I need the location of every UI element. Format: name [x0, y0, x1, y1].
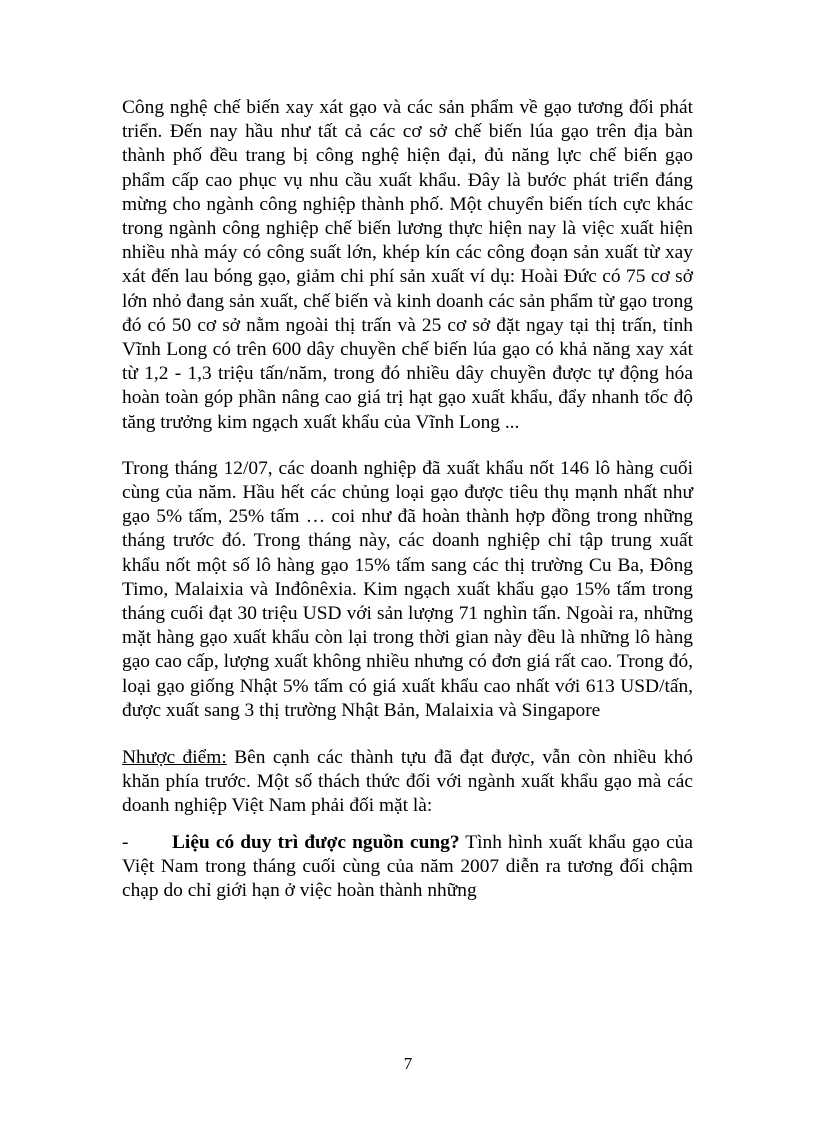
supply-question-text: Tình hình xuất khẩu gạo của Việt Nam trong tháng cuối cùng của năm 2007 diễn ra tương đối chậm chạp do chỉ giới hạn ở việc hoàn thành những [122, 831, 693, 902]
page-content [122, 96, 693, 903]
paragraph-processing-technology: Công nghệ chế biến xay xát gạo và các sản phẩm về gạo tương đối phát triển. Đến nay hầu như tất cả các cơ sở chế biến lúa gạo trên địa bàn thành phố đều trang bị công nghệ hiện đại, đủ năng lực chế biến gạo phẩm cấp cao phục vụ nhu cầu xuất khẩu. Đây là bước phát triển đáng mừng cho ngành công nghiệp thành phố. Một chuyển biến tích cực khác trong ngành công nghiệp chế biến lương thực hiện nay là việc xuất hiện nhiều nhà máy có công suất lớn, khép kín các công đoạn sản xuất từ xay xát đến lau bóng gạo, giảm chi phí sản xuất ví dụ: Hoài Đức có 75 cơ sở lớn nhỏ đang sản xuất, chế biến và kinh doanh các sản phẩm từ gạo trong đó có 50 cơ sở nằm ngoài thị trấn và 25 cơ sở đặt ngay tại thị trấn, tỉnh Vĩnh Long có trên 600 dây chuyền chế biến lúa gạo có khả năng xay xát từ 1,2 - 1,3 triệu tấn/năm, trong đó nhiều dây chuyền được tự động hóa hoàn toàn góp phần nâng cao giá trị hạt gạo xuất khẩu, đẩy nhanh tốc độ tăng trưởng kim ngạch xuất khẩu của Vĩnh Long ... [122, 97, 693, 433]
weaknesses-heading: Nhược điểm: [122, 747, 227, 769]
paragraph-weaknesses [122, 746, 693, 819]
paragraph-december-exports: Trong tháng 12/07, các doanh nghiệp đã xuất khẩu nốt 146 lô hàng cuối cùng của năm. Hầu hết các chủng loại gạo được tiêu thụ mạnh nhất như gạo 5% tấm, 25% tấm … coi như đã hoàn thành hợp đồng trong những tháng trước đó. Trong tháng này, các doanh nghiệp chỉ tập trung xuất khẩu nốt một số lô hàng gạo 15% tấm sang các thị trường Cu Ba, Đông Timo, Malaixia và Inđônêxia. Kim ngạch xuất khẩu gạo 15% tấm trong tháng cuối đạt 30 triệu USD với sản lượng 71 nghìn tấn. Ngoài ra, những mặt hàng gạo xuất khẩu còn lại trong thời gian này đều là những lô hàng gạo cao cấp, lượng xuất không nhiều nhưng có đơn giá rất cao. Trong đó, loại gạo giống Nhật 5% tấm có giá xuất khẩu cao nhất với 613 USD/tấn, được xuất sang 3 thị trường Nhật Bản, Malaixia và Singapore [122, 457, 693, 721]
weaknesses-text: Bên cạnh các thành tựu đã đạt được, vẫn còn nhiều khó khăn phía trước. Một số thách thức đối với ngành xuất khẩu gạo mà các doanh nghiệp Việt Nam phải đối mặt là: [122, 747, 693, 817]
paragraph-supply-question [122, 831, 693, 904]
page-number: 7 [403, 1054, 413, 1073]
supply-question-heading: Liệu có duy trì được nguồn cung? [172, 831, 460, 853]
list-dash: - [122, 831, 129, 853]
